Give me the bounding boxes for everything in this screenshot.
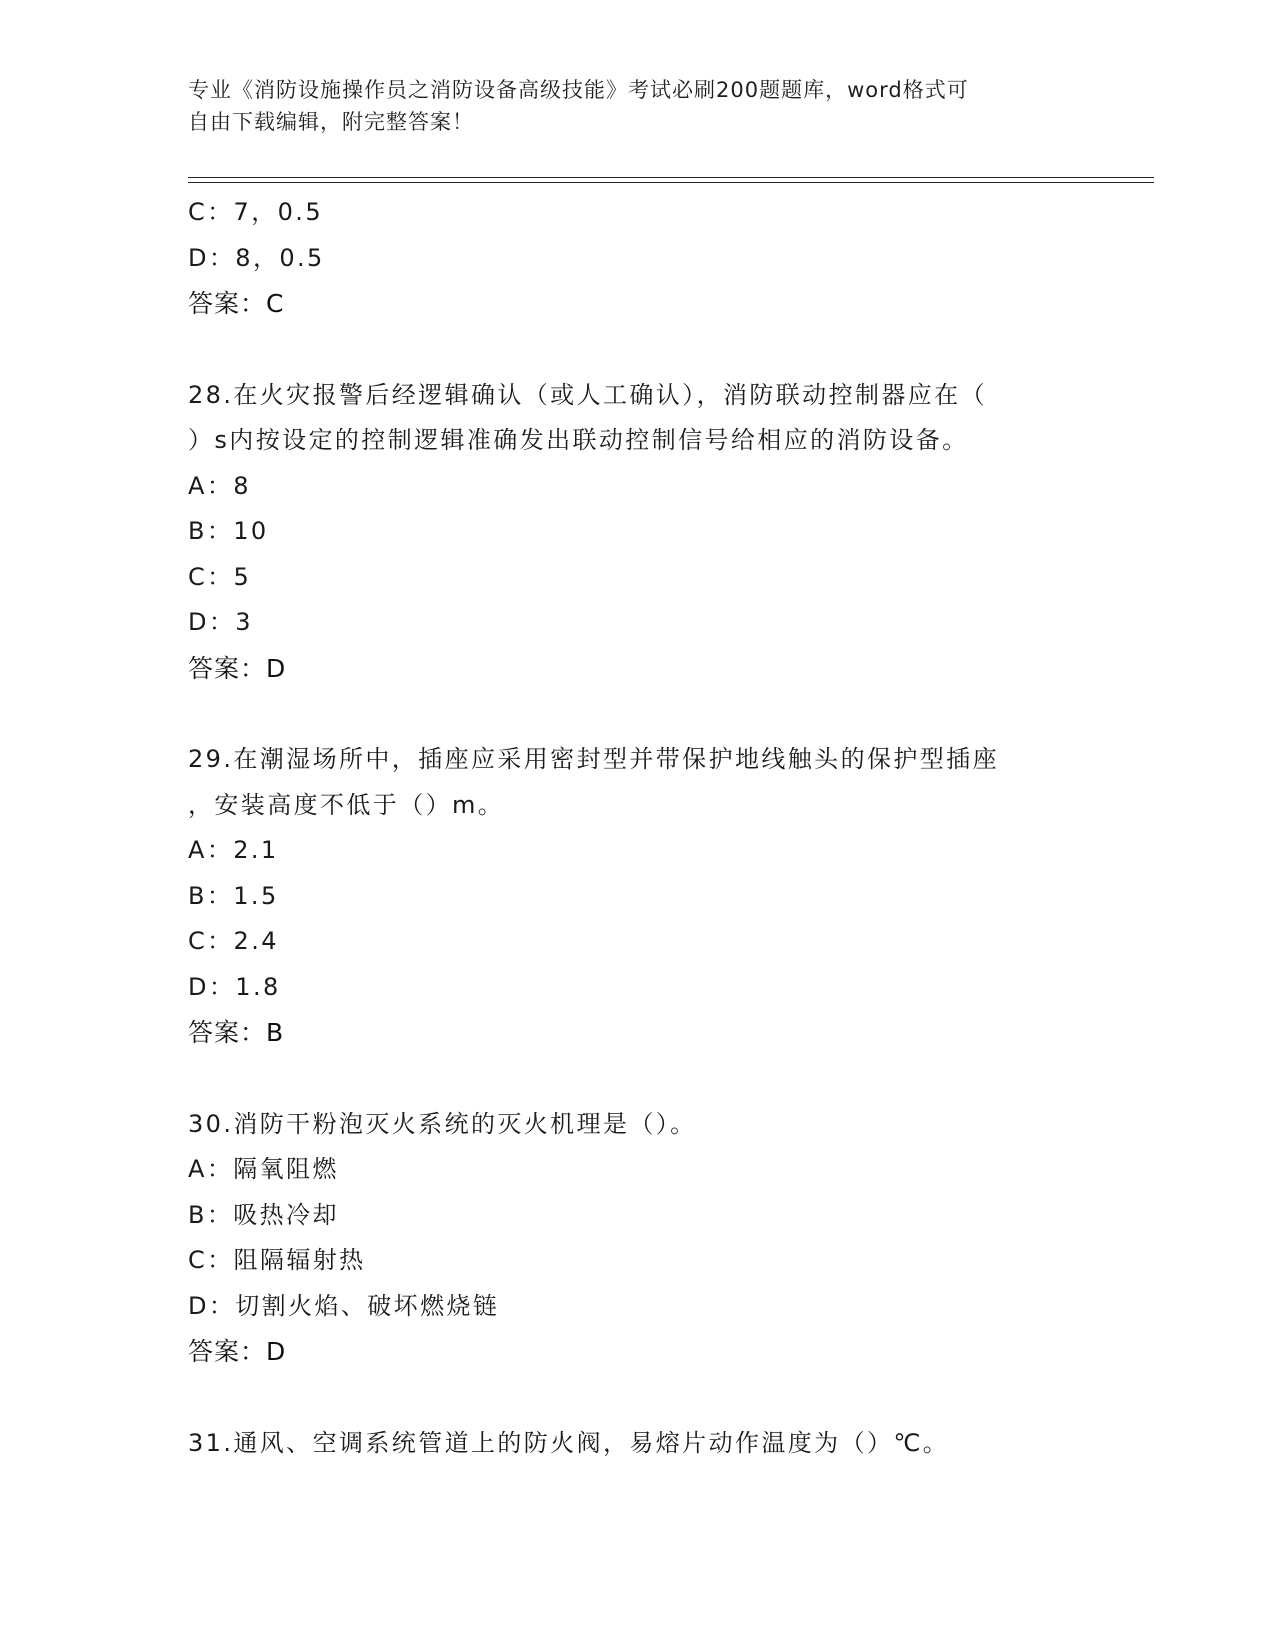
question-28 [188,373,1088,692]
option-b: B：10 [188,517,269,545]
option-d: D：切割火焰、破坏燃烧链 [188,1291,500,1320]
header-rule-thick [188,182,1154,183]
spacer [188,1375,1088,1421]
document-body [188,190,1088,1466]
question-stem: ，安装高度不低于（）m。 [188,790,505,819]
spacer [188,327,1088,373]
question-stem: 29.在潮湿场所中，插座应采用密封型并带保护地线触头的保护型插座 [188,745,999,773]
header-line-2: 自由下载编辑，附完整答案！ [188,110,474,134]
answer-line: 答案：D [188,653,287,683]
answer-line: 答案：B [188,1018,285,1047]
question-stem: 31.通风、空调系统管道上的防火阀，易熔片动作温度为（）℃。 [188,1428,950,1457]
option-a: A：隔氧阻燃 [188,1155,339,1183]
option-c: C：2.4 [188,927,279,955]
option-c: C：阻隔辐射热 [188,1246,366,1274]
question-stem: 28.在火灾报警后经逻辑确认（或人工确认），消防联动控制器应在（ [188,380,987,409]
option-line: D：8，0.5 [188,243,325,272]
option-b: B：吸热冷却 [188,1200,339,1229]
option-b: B：1.5 [188,881,279,910]
partial-question [188,190,1088,327]
header-rule-thin [188,177,1154,178]
option-c: C：5 [188,562,252,591]
option-d: D：3 [188,608,253,636]
spacer [188,1056,1088,1102]
document-header [188,74,1068,138]
option-a: A：8 [188,471,251,500]
spacer [188,691,1088,737]
header-line-1: 专业《消防设施操作员之消防设备高级技能》考试必刷200题题库，word格式可 [188,78,969,102]
option-d: D：1.8 [188,972,281,1001]
question-stem: 30.消防干粉泡灭火系统的灭火机理是（）。 [188,1109,697,1138]
question-29 [188,737,1088,1056]
answer-line: 答案：C [188,289,285,318]
answer-line: 答案：D [188,1337,287,1366]
question-31 [188,1421,1088,1467]
question-30 [188,1102,1088,1375]
option-line: C：7，0.5 [188,198,323,226]
question-stem: ）s内按设定的控制逻辑准确发出联动控制信号给相应的消防设备。 [188,426,969,454]
option-a: A：2.1 [188,836,279,864]
